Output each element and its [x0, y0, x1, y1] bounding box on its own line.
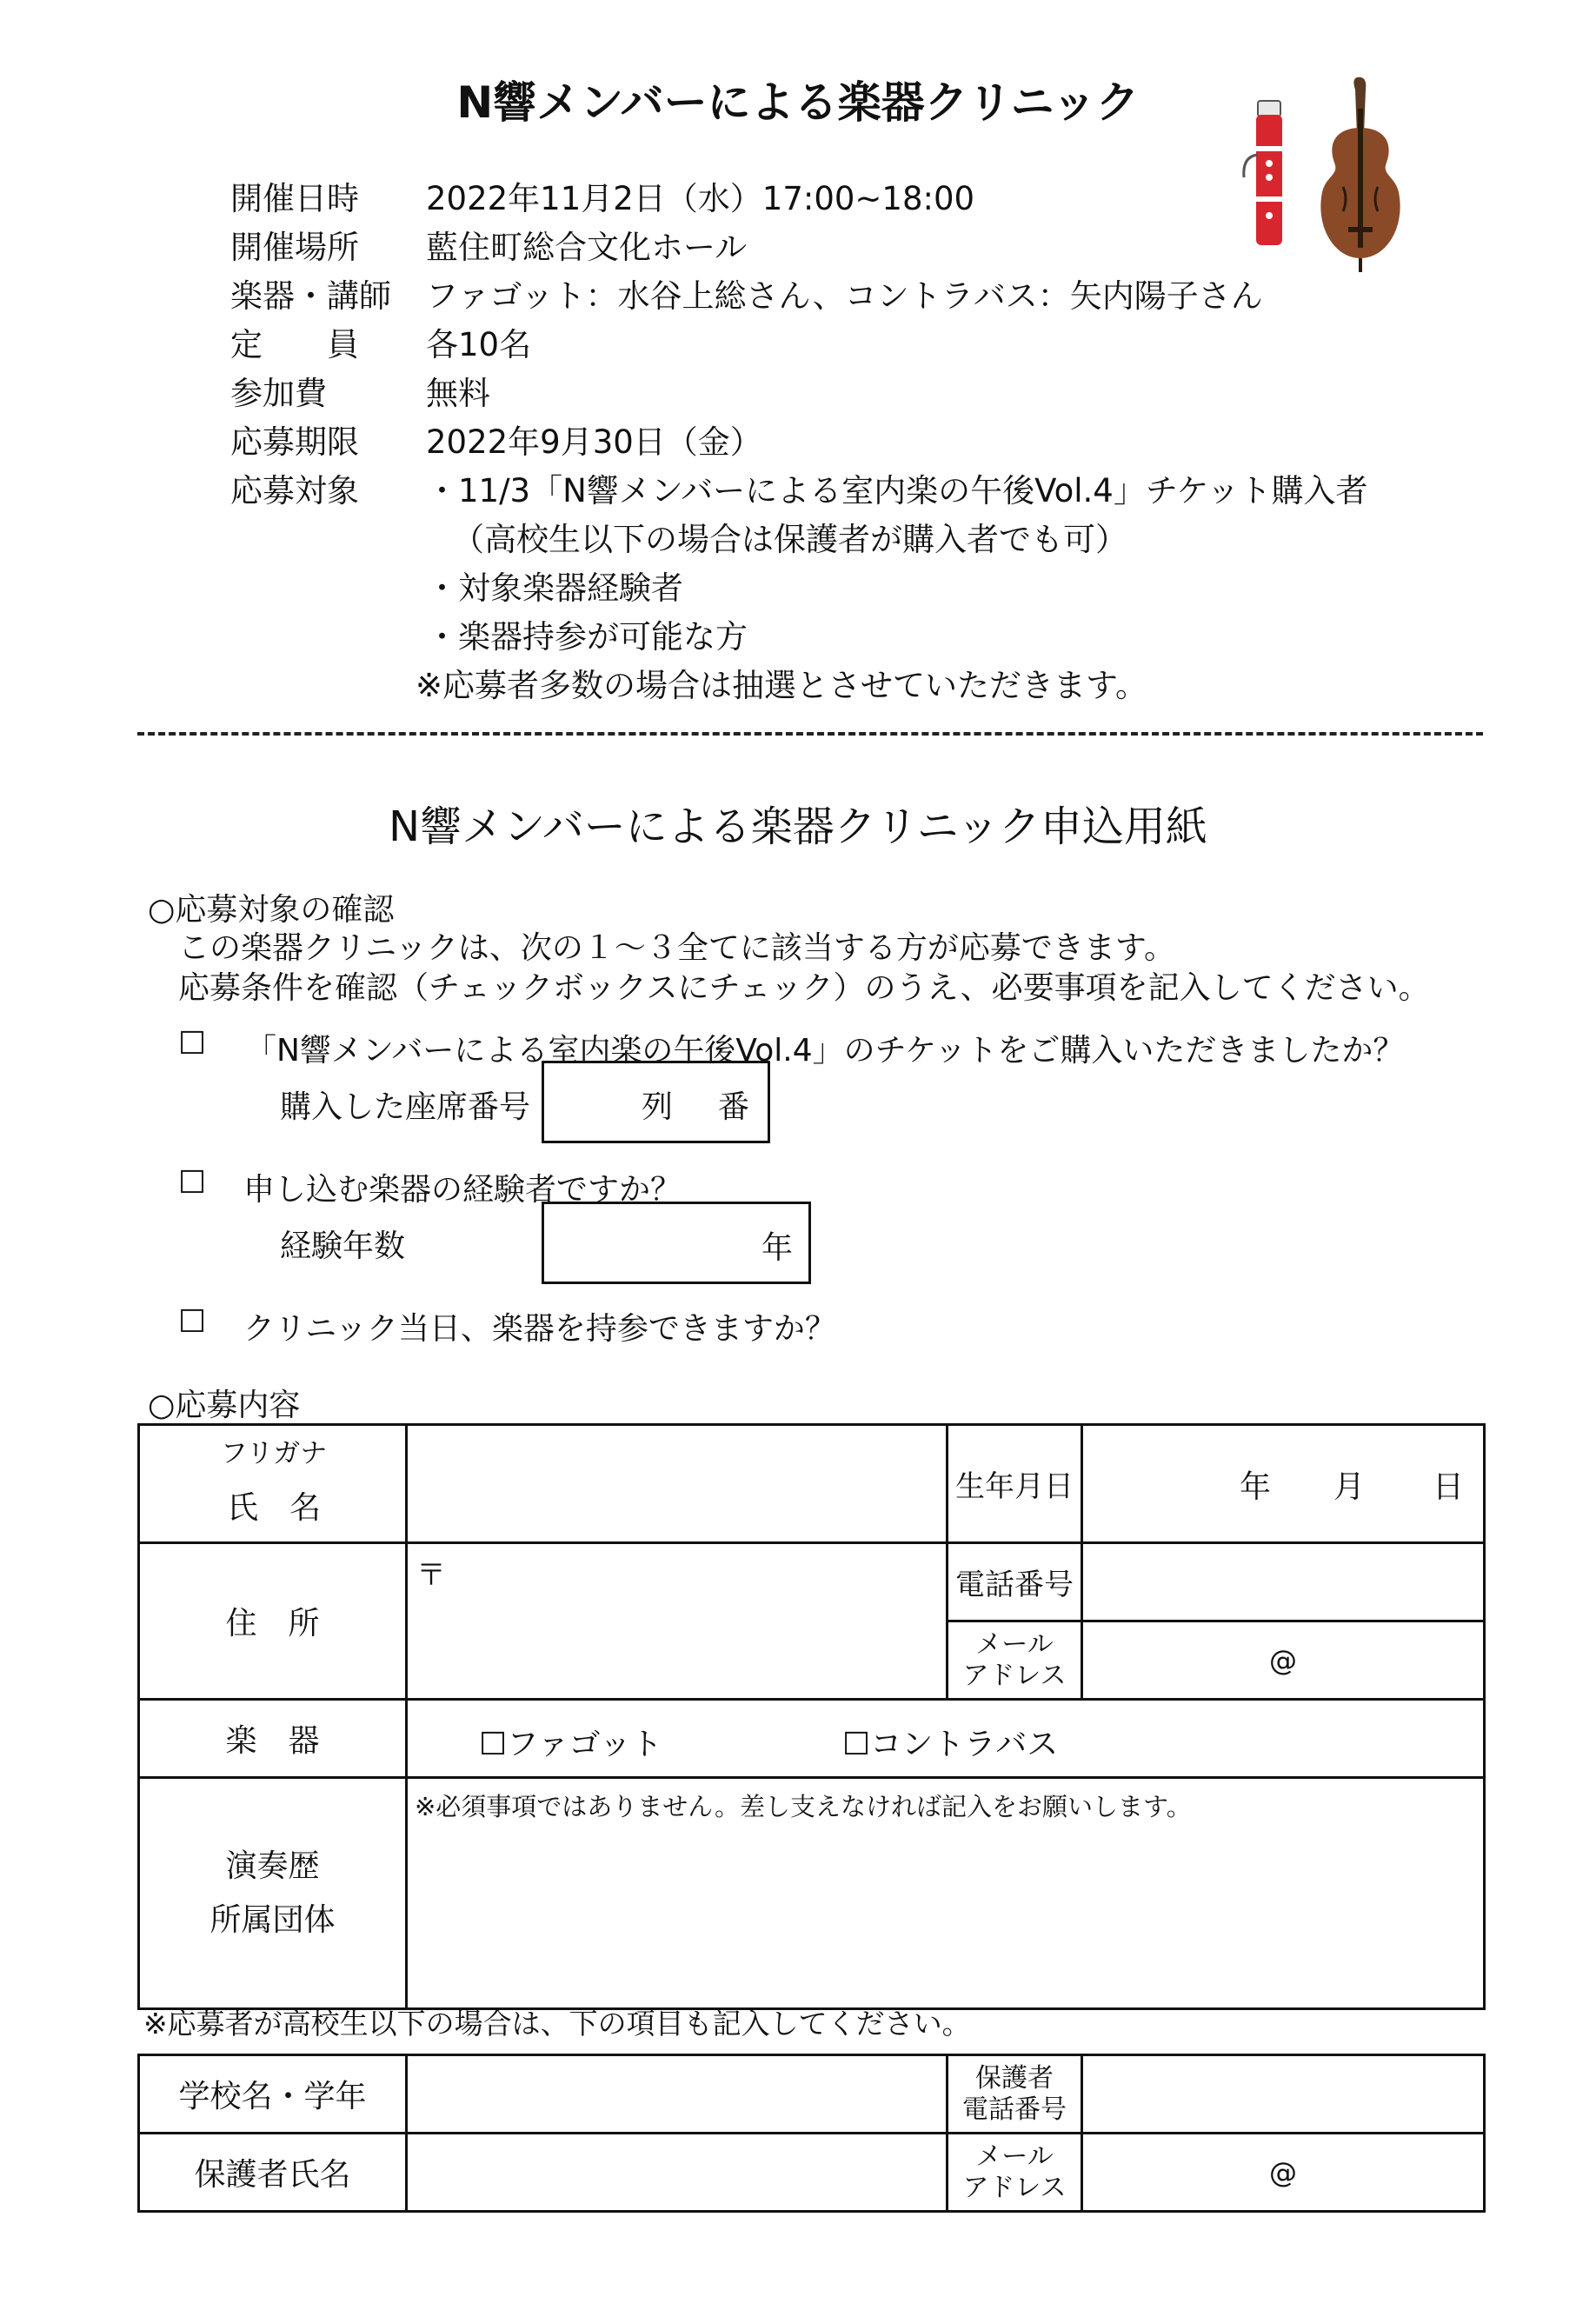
q1-ticket-question: 「N響メンバーによる室内楽の午後Vol.4」のチケットをご購入いただきましたか？: [245, 1033, 1405, 1069]
info-label-instructors: 楽器・講師: [230, 277, 391, 315]
history-input[interactable]: [407, 1778, 1485, 2009]
application-table: [137, 1423, 1486, 2010]
confirm-instruction-2: 応募条件を確認（チェックボックスにチェック）のうえ、必要事項を記入してください。: [178, 970, 1430, 1006]
info-value-fee: 無料: [426, 375, 490, 412]
instrument-options: [407, 1700, 1485, 1778]
guardian-table: [137, 2054, 1486, 2213]
birth-year-unit: 年: [1240, 1469, 1272, 1505]
info-label-eligibility: 応募対象: [230, 472, 359, 509]
form-title: N響メンバーによる楽器クリニック申込用紙: [389, 802, 1207, 851]
email-label-line1: メール: [975, 1628, 1054, 1660]
info-value-date: 2022年11月2日（水）17:00~18:00: [426, 180, 975, 217]
info-label-capacity: 定 員: [230, 326, 359, 363]
seat-number-unit: 番: [717, 1089, 749, 1125]
confirm-instruction-1: この楽器クリニックは、次の１～３全てに該当する方が応募できます。: [178, 930, 1175, 966]
q3-checkbox[interactable]: ☐: [178, 1304, 207, 1340]
info-value-deadline: 2022年9月30日（金）: [426, 423, 762, 461]
history-label-line1: 演奏歴: [225, 1848, 320, 1884]
school-label: 学校名・学年: [139, 2055, 407, 2134]
guardian-email-label-line2: アドレス: [962, 2172, 1067, 2203]
address-input[interactable]: [407, 1543, 948, 1700]
guardian-name-input[interactable]: [407, 2134, 948, 2212]
confirm-heading: ○応募対象の確認: [148, 892, 395, 928]
q1-checkbox[interactable]: ☐: [178, 1026, 207, 1062]
history-optional-note: ※必須事項ではありません。差し支えなければ記入をお願いします。: [415, 1792, 1192, 1821]
phone-label: 電話番号: [948, 1543, 1082, 1621]
school-input[interactable]: [407, 2055, 948, 2134]
years-unit: 年: [761, 1230, 794, 1266]
address-phone-row: [139, 1543, 1485, 1621]
guardian-email-at-mark: @: [1269, 2155, 1297, 2189]
info-label-venue: 開催場所: [230, 229, 359, 266]
page-title: N響メンバーによる楽器クリニック: [456, 77, 1140, 128]
guardian-email-label-line1: メール: [975, 2141, 1054, 2172]
guardian-name-label: 保護者氏名: [139, 2134, 407, 2212]
guardian-phone-input[interactable]: [1082, 2055, 1485, 2134]
experience-years-field[interactable]: [542, 1202, 811, 1284]
birth-month-unit: 月: [1333, 1469, 1366, 1505]
name-input[interactable]: [407, 1425, 948, 1543]
minor-note: ※応募者が高校生以下の場合は、下の項目も記入してください。: [143, 2007, 971, 2041]
birth-day-unit: 日: [1433, 1469, 1465, 1505]
name-row: [139, 1425, 1485, 1543]
guardian-email-label: [948, 2134, 1082, 2212]
history-label-line2: 所属団体: [209, 1901, 336, 1938]
email-at-mark: @: [1269, 1643, 1297, 1677]
birthdate-input[interactable]: [1082, 1425, 1485, 1543]
info-value-capacity: 各10名: [426, 326, 532, 363]
info-value-eligibility: ・11/3「N響メンバーによる室内楽の午後Vol.4」チケット購入者: [426, 472, 1368, 509]
name-label-cell: [139, 1425, 407, 1543]
address-label: 住 所: [139, 1543, 407, 1700]
seat-number-field[interactable]: [542, 1061, 770, 1143]
experience-years-label: 経験年数: [280, 1228, 406, 1264]
q3-bring-instrument-question: クリニック当日、楽器を持参できますか？: [243, 1311, 836, 1347]
name-label: 氏 名: [226, 1490, 321, 1526]
info-label-deadline: 応募期限: [230, 423, 359, 461]
instrument-row: [139, 1700, 1485, 1778]
lottery-note: ※応募者多数の場合は抽選とさせていただきます。: [416, 667, 1148, 704]
cut-line-divider: [137, 732, 1483, 736]
birthdate-label: 生年月日: [948, 1425, 1082, 1543]
school-row: [139, 2055, 1485, 2134]
phone-input[interactable]: [1082, 1543, 1485, 1621]
q2-checkbox[interactable]: ☐: [178, 1165, 207, 1201]
email-label: [948, 1621, 1082, 1700]
q2-experience-question: 申し込む楽器の経験者ですか？: [243, 1172, 682, 1208]
eligibility-experience: ・対象楽器経験者: [426, 569, 683, 607]
instrument-label: 楽 器: [139, 1700, 407, 1778]
furigana-label: フリガナ: [220, 1438, 328, 1469]
instrument-option-bassoon[interactable]: ☐ファゴット: [479, 1727, 662, 1762]
info-value-venue: 藍住町総合文化ホール: [426, 229, 748, 266]
content-heading: ○応募内容: [148, 1388, 301, 1423]
history-row: [139, 1778, 1485, 2009]
guardian-name-row: [139, 2134, 1485, 2212]
guardian-phone-label-line2: 電話番号: [962, 2094, 1067, 2125]
email-label-line2: アドレス: [962, 1660, 1067, 1691]
contrabass-icon: [1300, 74, 1421, 274]
info-value-instructors: ファゴット：水谷上総さん、コントラバス：矢内陽子さん: [426, 277, 1263, 315]
info-label-fee: 参加費: [230, 375, 327, 412]
instrument-option-contrabass[interactable]: ☐コントラバス: [842, 1727, 1059, 1762]
guardian-phone-label-line1: 保護者: [975, 2062, 1054, 2094]
eligibility-bring-instrument: ・楽器持参が可能な方: [426, 618, 748, 656]
eligibility-note: （高校生以下の場合は保護者が購入者でも可）: [452, 521, 1127, 558]
bassoon-icon: [1239, 94, 1300, 250]
postal-mark: 〒: [416, 1558, 446, 1593]
history-label: [139, 1778, 407, 2009]
seat-number-label: 購入した座席番号: [280, 1089, 531, 1125]
guardian-phone-label: [948, 2055, 1082, 2134]
seat-row-unit: 列: [642, 1089, 674, 1125]
email-input[interactable]: [1082, 1621, 1485, 1700]
info-label-date: 開催日時: [230, 180, 359, 217]
guardian-email-input[interactable]: [1082, 2134, 1485, 2212]
